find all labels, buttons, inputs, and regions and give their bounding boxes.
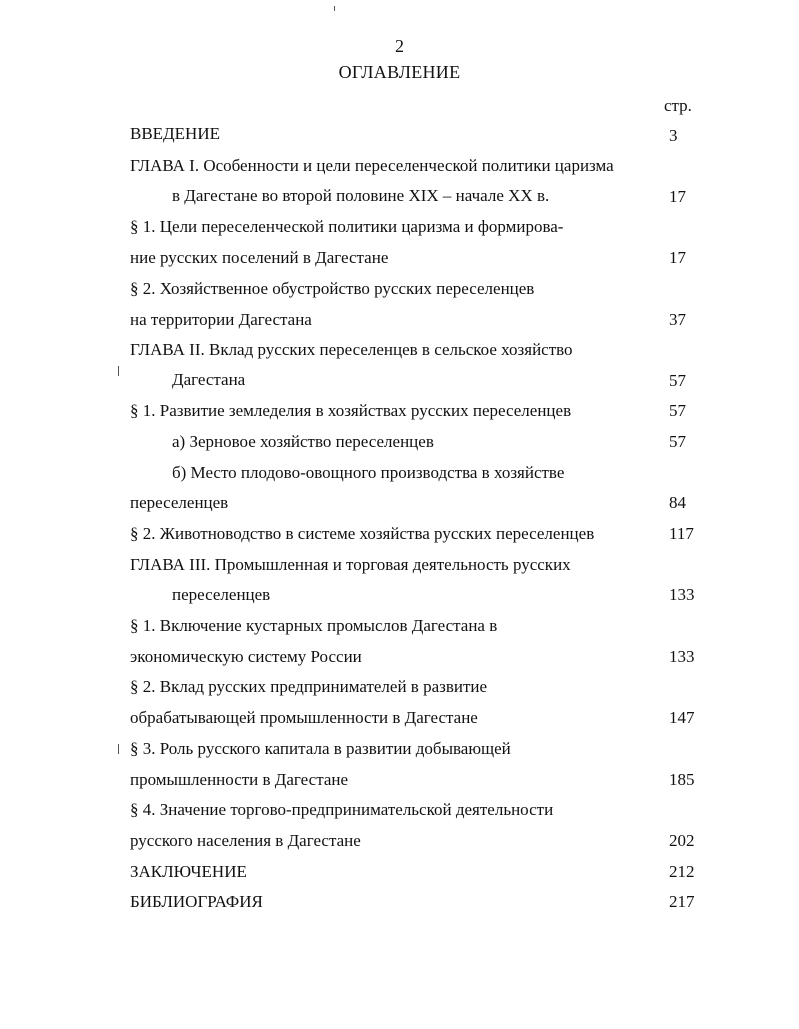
toc-page-number: 57 <box>669 432 686 451</box>
toc-entry-ch2-sec1-b-cont[interactable]: переселенцев <box>130 493 229 512</box>
toc-page-number: 37 <box>669 310 686 329</box>
toc-entry-chapter-1[interactable]: ГЛАВА I. Особенности и цели переселенческой политики царизма <box>130 156 614 175</box>
toc-entry-introduction[interactable]: ВВЕДЕНИЕ <box>130 124 220 143</box>
toc-page-number: 17 <box>669 187 686 206</box>
toc-entry-ch3-sec3-cont[interactable]: промышленности в Дагестане <box>130 770 349 789</box>
toc-page-number: 57 <box>669 401 686 420</box>
toc-page-number: 212 <box>669 862 695 881</box>
toc-entry-ch3-sec1[interactable]: § 1. Включение кустарных промыслов Дагестана в <box>130 616 498 635</box>
toc-entry-chapter-3[interactable]: ГЛАВА III. Промышленная и торговая деятельность русских <box>130 555 571 574</box>
toc-entry-ch1-sec1[interactable]: § 1. Цели переселенческой политики царизма и формирова- <box>130 217 564 236</box>
toc-page-number: 133 <box>669 585 695 604</box>
toc-entry-ch3-sec4[interactable]: § 4. Значение торгово-предпринимательской деятельности <box>130 800 554 819</box>
toc-page-number: 57 <box>669 371 686 390</box>
toc-entry-conclusion[interactable]: ЗАКЛЮЧЕНИЕ <box>130 862 247 881</box>
scan-mark <box>118 366 119 376</box>
toc-page-number: 147 <box>669 708 695 727</box>
toc-entry-ch3-sec3[interactable]: § 3. Роль русского капитала в развитии добывающей <box>130 739 511 758</box>
toc-page-number: 217 <box>669 892 695 911</box>
toc-page-number: 185 <box>669 770 695 789</box>
scan-mark <box>334 6 335 11</box>
page-title: ОГЛАВЛЕНИЕ <box>338 62 461 82</box>
toc-page-number: 17 <box>669 248 686 267</box>
toc-entry-bibliography[interactable]: БИБЛИОГРАФИЯ <box>130 892 263 911</box>
toc-entry-chapter-2[interactable]: ГЛАВА II. Вклад русских переселенцев в сельское хозяйство <box>130 340 573 359</box>
toc-page-number: 202 <box>669 831 695 850</box>
toc-entry-ch1-sec1-cont[interactable]: ние русских поселений в Дагестане <box>130 248 389 267</box>
scan-mark <box>118 744 119 754</box>
toc-entry-ch1-sec2[interactable]: § 2. Хозяйственное обустройство русских переселенцев <box>130 279 535 298</box>
toc-entry-ch2-sec1-a[interactable]: а) Зерновое хозяйство переселенцев <box>172 432 434 451</box>
toc-entry-ch3-sec2-cont[interactable]: обрабатывающей промышленности в Дагестане <box>130 708 478 727</box>
toc-entry-ch3-sec2[interactable]: § 2. Вклад русских предпринимателей в развитие <box>130 677 488 696</box>
toc-page-number: 117 <box>669 524 694 543</box>
toc-entry-ch3-sec1-cont[interactable]: экономическую систему России <box>130 647 362 666</box>
toc-entry-chapter-2-cont[interactable]: Дагестана <box>172 370 246 389</box>
toc-entry-ch3-sec4-cont[interactable]: русского населения в Дагестане <box>130 831 361 850</box>
toc-page-number: 3 <box>669 126 678 145</box>
toc-entry-chapter-3-cont[interactable]: переселенцев <box>172 585 271 604</box>
toc-entry-ch2-sec1[interactable]: § 1. Развитие земледелия в хозяйствах русских переселенцев <box>130 401 572 420</box>
page-number: 2 <box>395 36 404 56</box>
toc-entry-chapter-1-cont[interactable]: в Дагестане во второй половине XIX – начале XX в. <box>172 186 550 205</box>
toc-page-number: 84 <box>669 493 686 512</box>
toc-page-number: 133 <box>669 647 695 666</box>
toc-entry-ch1-sec2-cont[interactable]: на территории Дагестана <box>130 310 312 329</box>
toc-entry-ch2-sec1-b[interactable]: б) Место плодово-овощного производства в хозяйстве <box>172 463 565 482</box>
page-column-header: стр. <box>664 96 692 115</box>
toc-entry-ch2-sec2[interactable]: § 2. Животноводство в системе хозяйства русских переселенцев <box>130 524 595 543</box>
